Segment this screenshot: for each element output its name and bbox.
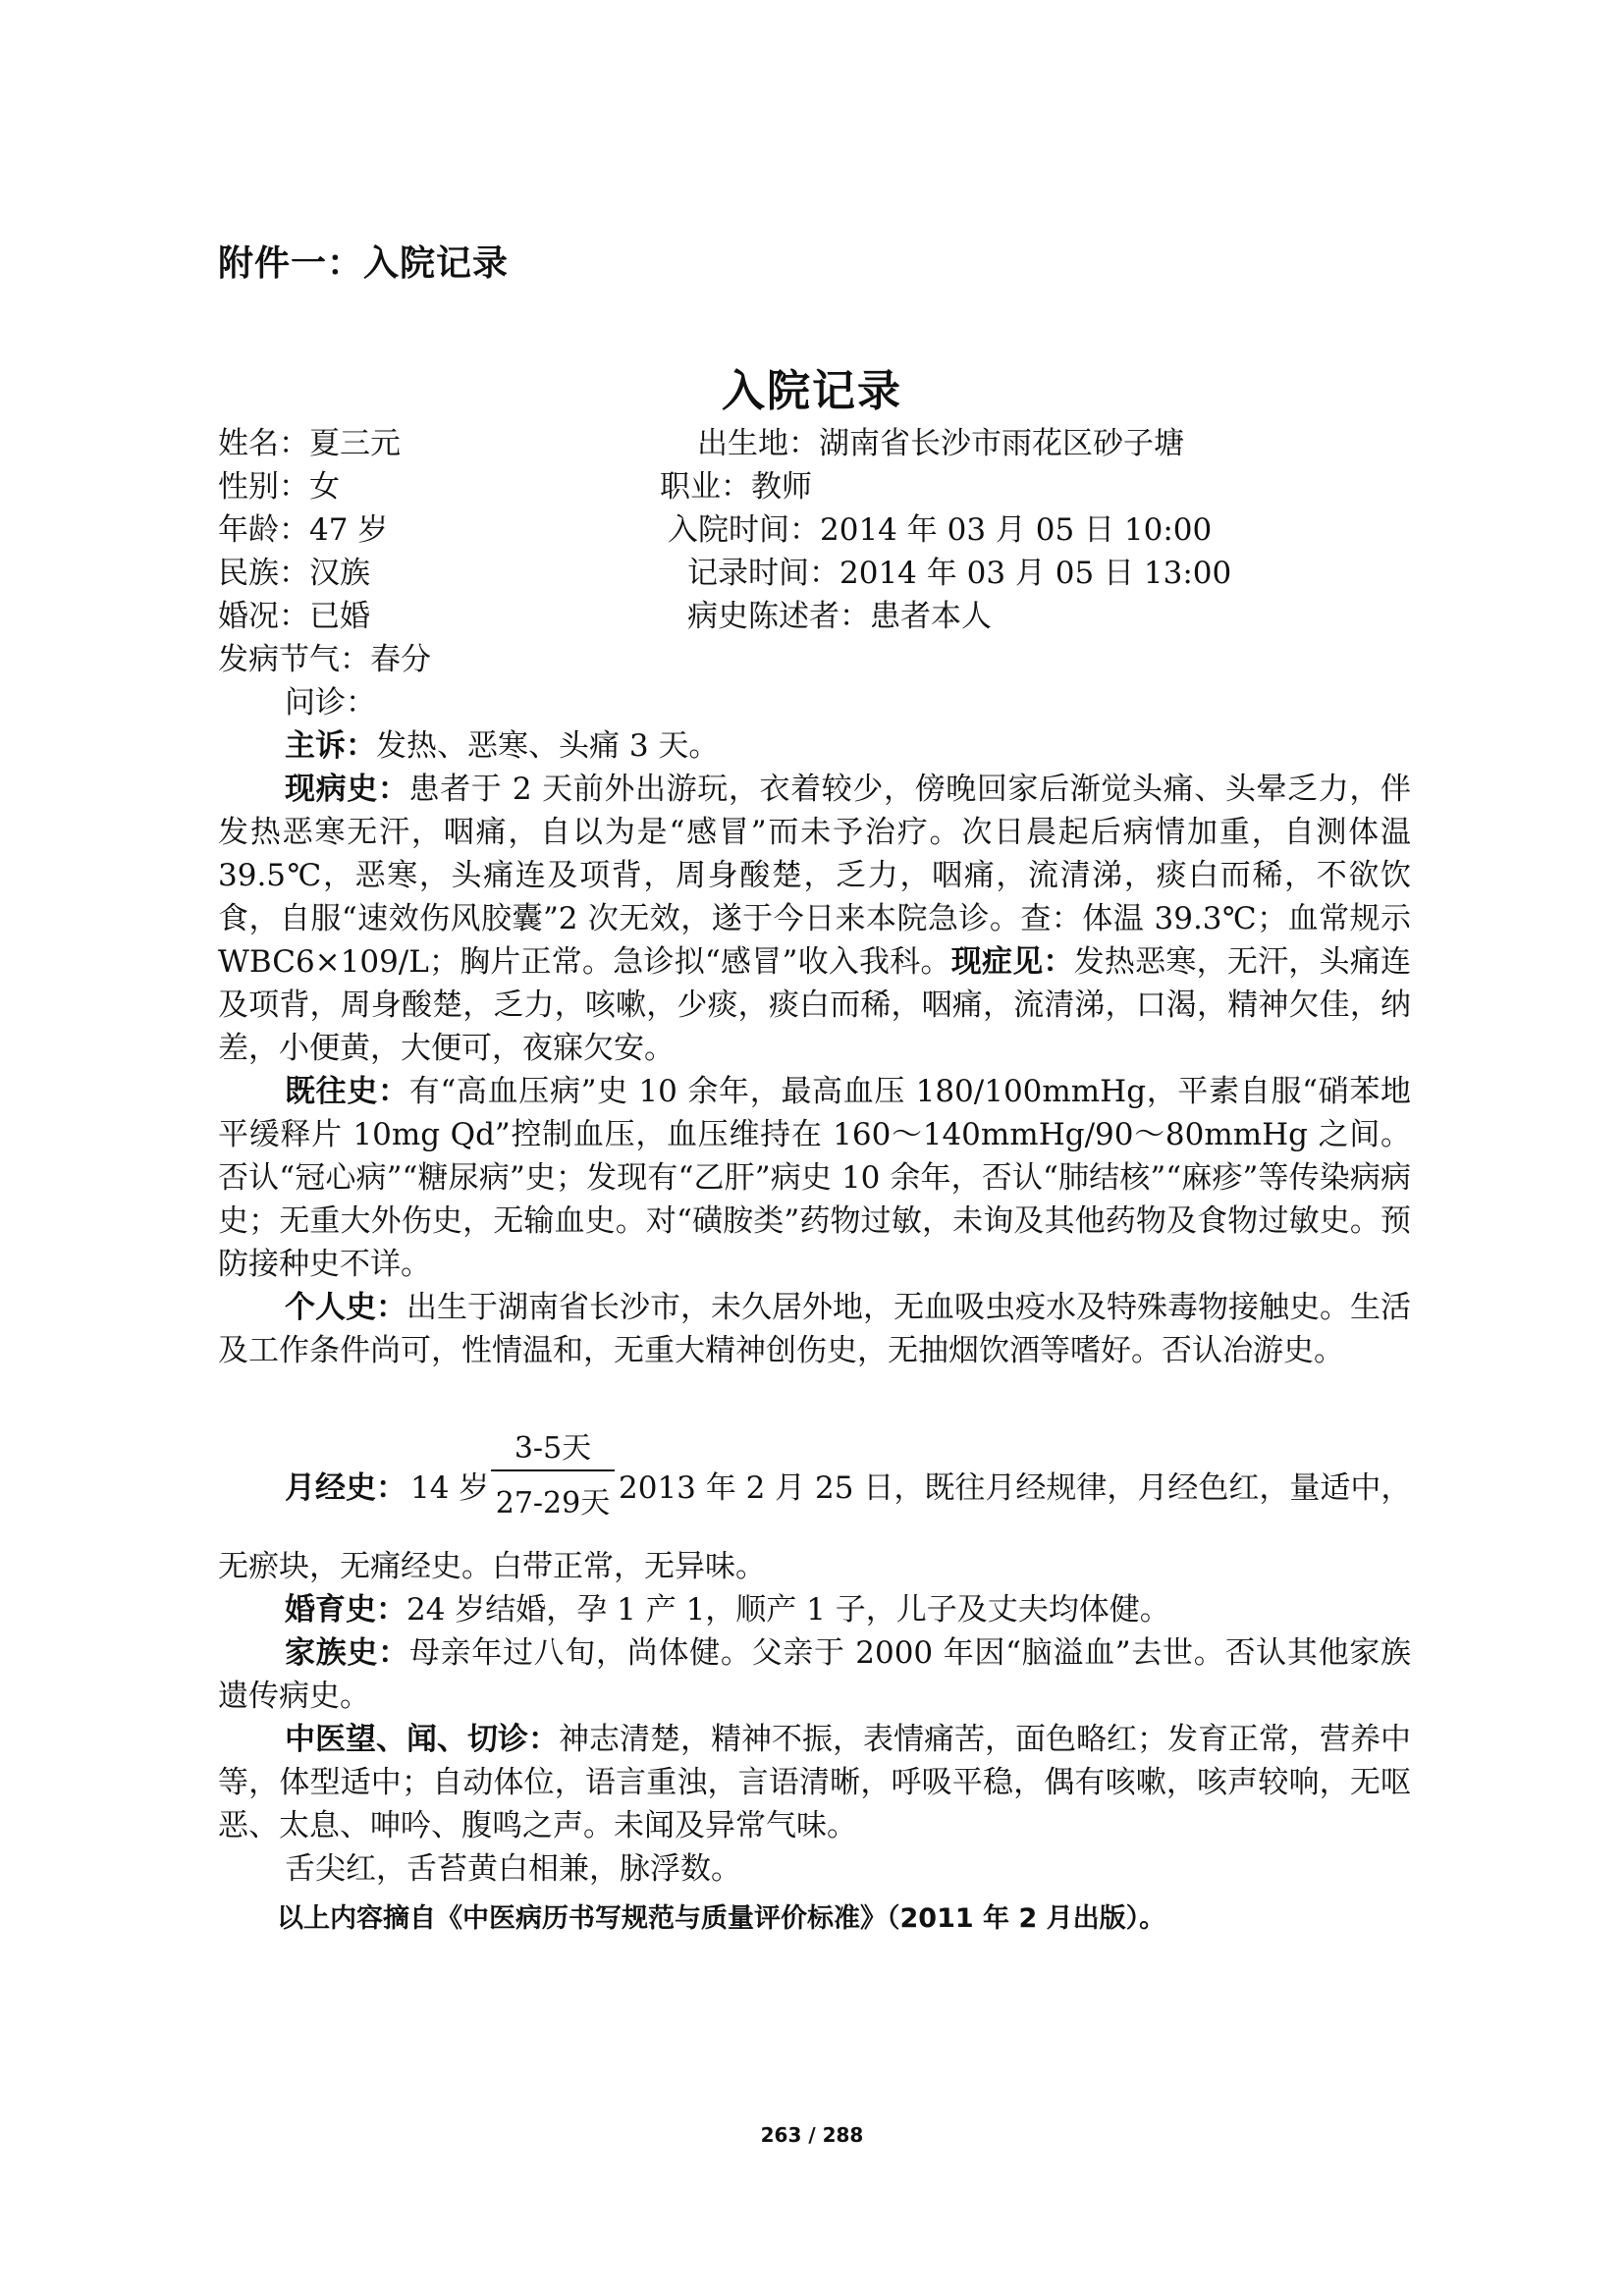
history-informant: 病史陈述者：患者本人 — [687, 599, 992, 634]
chief-complaint-label: 主诉： — [285, 728, 376, 764]
personal-history — [218, 1286, 1411, 1372]
tongue-pulse: 舌尖红，舌苔黄白相兼，脉浮数。 — [285, 1851, 741, 1887]
marriage-birth-label: 婚育史： — [285, 1592, 406, 1628]
current-symptoms-label: 现症见： — [950, 944, 1074, 980]
source-note: 以上内容摘自《中医病历书写规范与质量评价标准》（2011 年 2 月出版）。 — [277, 1903, 1166, 1934]
patient-birthplace: 出生地：湖南省长沙市雨花区砂子塘 — [697, 426, 1184, 461]
past-history-label: 既往史： — [285, 1074, 409, 1109]
record-time: 记录时间：2014 年 03 月 05 日 13:00 — [687, 556, 1232, 591]
present-illness-text: 患者于 2 天前外出游玩，衣着较少，傍晚回家后渐觉头痛、头晕乏力，伴发热恶寒无汗，咽痛，自以为是“感冒”而未予治疗。次日晨起后病情加重，自测体温 39.5℃，恶寒，头痛连及项背，周身酸楚，乏力，咽痛，流清涕，痰白而稀，不欲饮食，自服“速效伤风胶囊”2 次无效，遂于今日来本院急诊。查：体温 39.3℃；血常规示 WBC6×109/L；胸片正常。急诊拟“感冒”收入我科。 — [218, 772, 1411, 980]
last-menstrual-period: 2013 年 2 月 25 日，既往月经规律，月经色红，量适中， — [619, 1470, 1412, 1506]
personal-history-label: 个人史： — [285, 1290, 406, 1325]
cycle-length: 27-29天 — [495, 1486, 611, 1521]
history-body-upper — [218, 724, 1411, 1372]
family-history-label: 家族史： — [285, 1635, 409, 1671]
page-number: 263 / 288 — [760, 2123, 864, 2147]
family-history — [218, 1631, 1411, 1718]
marriage-birth-text: 24 岁结婚，孕 1 产 1，顺产 1 子，儿子及丈夫均体健。 — [406, 1592, 1170, 1628]
tcm-examination-text: 神志清楚，精神不振，表情痛苦，面色略红；发育正常，营养中等，体型适中；自动体位，语言重浊，言语清晰，呼吸平稳，偶有咳嗽，咳声较响，无呕恶、太息、呻吟、腹鸣之声。未闻及异常气味。 — [218, 1722, 1411, 1843]
patient-name: 姓名：夏三元 — [218, 426, 401, 461]
past-history — [218, 1070, 1411, 1286]
past-history-text: 有“高血压病”史 10 余年，最高血压 180/100mmHg，平素自服“硝苯地平缓释片 10mg Qd”控制血压，血压维持在 160～140mmHg/90～80mmHg 之间。否认“冠心病”“糖尿病”史；发现有“乙肝”病史 10 余年，否认“肺结核”“麻疹”等传染病病史；无重大外伤史，无输血史。对“磺胺类”药物过敏，未询及其他药物及食物过敏史。预防接种史不详。 — [218, 1074, 1411, 1282]
period-duration: 3-5天 — [514, 1431, 592, 1466]
current-symptoms-text: 发热恶寒，无汗，头痛连及项背，周身酸楚，乏力，咳嗽，少痰，痰白而稀，咽痛，流清涕，口渴，精神欠佳，纳差，小便黄，大便可，夜寐欠安。 — [218, 944, 1412, 1066]
personal-history-text: 出生于湖南省长沙市，未久居外地，无血吸虫疫水及特殊毒物接触史。生活及工作条件尚可，性情温和，无重大精神创伤史，无抽烟饮酒等嗜好。否认冶游史。 — [218, 1290, 1411, 1368]
marriage-birth-history — [218, 1588, 1411, 1631]
family-history-text: 母亲年过八旬，尚体健。父亲于 2000 年因“脑溢血”去世。否认其他家族遗传病史。 — [218, 1635, 1412, 1714]
present-illness-label: 现病史： — [285, 772, 409, 807]
patient-age: 年龄：47 岁 — [218, 512, 389, 548]
admission-time: 入院时间：2014 年 03 月 05 日 10:00 — [668, 512, 1213, 548]
menstrual-history-label: 月经史： — [285, 1470, 406, 1506]
fraction-bar — [491, 1469, 615, 1471]
menstrual-continuation: 无瘀块，无痛经史。白带正常，无异味。 — [218, 1549, 766, 1584]
patient-occupation: 职业：教师 — [660, 469, 812, 505]
patient-ethnicity: 民族：汉族 — [218, 556, 370, 591]
history-body-lower — [218, 1545, 1411, 1891]
tcm-examination — [218, 1718, 1411, 1847]
record-title: 入院记录 — [722, 366, 902, 416]
present-illness — [218, 768, 1411, 1070]
inquiry-label: 问诊： — [285, 685, 376, 721]
chief-complaint-text: 发热、恶寒、头痛 3 天。 — [376, 728, 720, 764]
onset-solar-term: 发病节气：春分 — [218, 642, 431, 677]
patient-marital-status: 婚况：已婚 — [218, 599, 370, 634]
menarche-age: 14 岁 — [410, 1470, 490, 1506]
appendix-title: 附件一：入院记录 — [218, 243, 510, 284]
patient-gender: 性别：女 — [218, 469, 340, 505]
chief-complaint — [218, 724, 1411, 768]
tcm-examination-label: 中医望、闻、切诊： — [285, 1722, 559, 1757]
